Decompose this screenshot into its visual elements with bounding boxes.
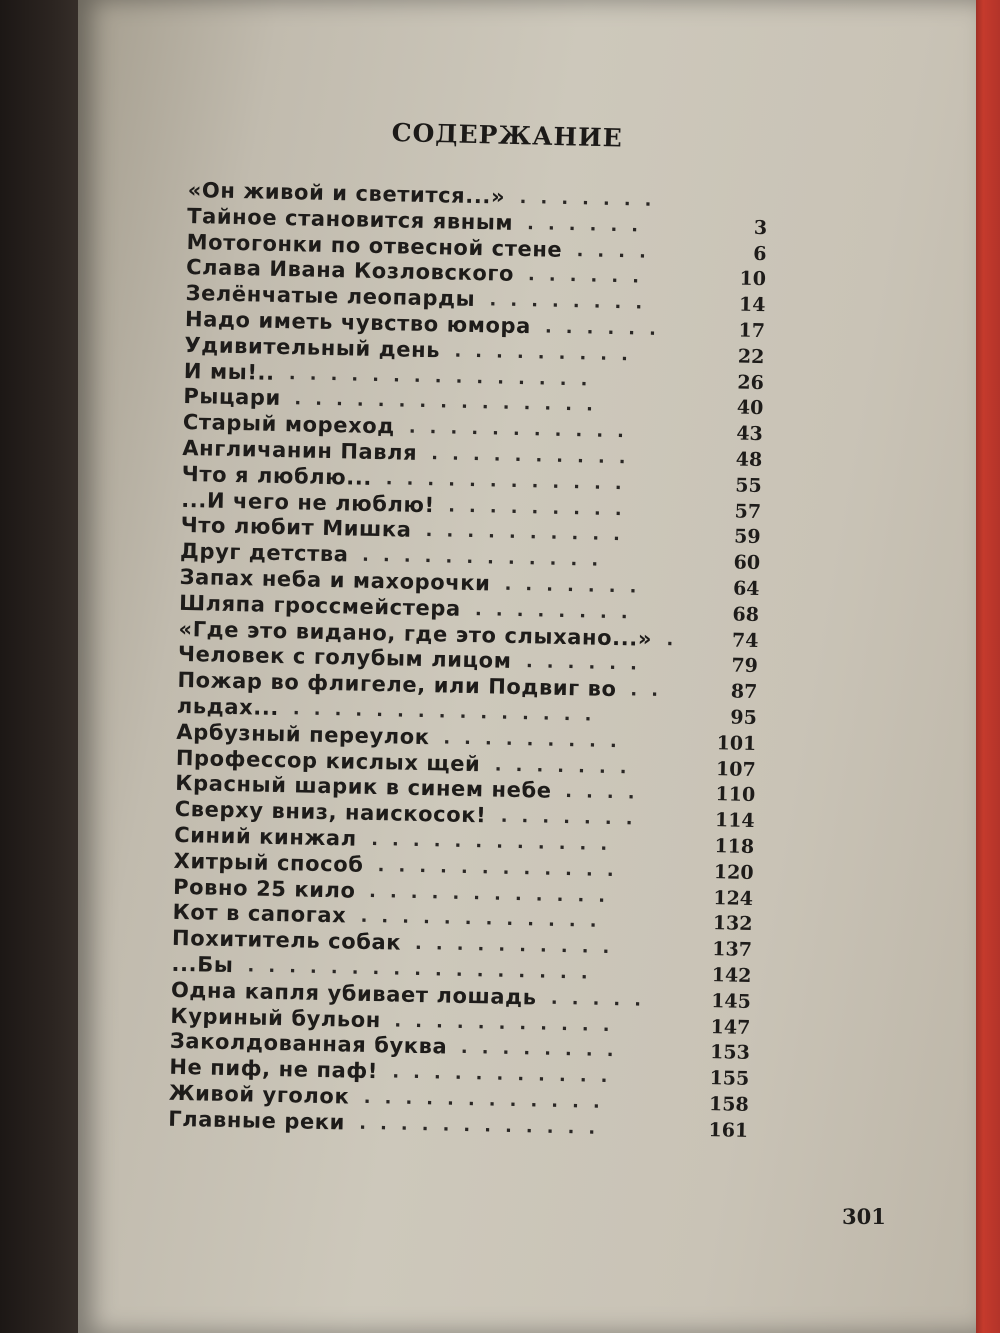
toc-entry-title: Живой уголок (168, 1080, 350, 1109)
dot-leader: ......... (447, 495, 636, 521)
toc-entry-title: Не пиф, не паф! (169, 1054, 379, 1084)
toc-entry-page: 64 (732, 577, 760, 601)
toc-entry-page: 3 (753, 216, 768, 239)
toc-entry-page: 95 (730, 706, 758, 729)
dot-leader: ........ (474, 598, 642, 624)
toc-entry-title: Мотогонки по отвесной стене (186, 229, 563, 262)
toc-entry-title: Ровно 25 кило (172, 874, 356, 903)
dot-leader: ............ (360, 906, 611, 933)
dot-leader: .......... (431, 443, 640, 469)
toc-entry-title: Удивительный день (184, 332, 441, 363)
dot-leader: ........ (460, 1037, 628, 1062)
toc-entry-page: 48 (735, 448, 763, 472)
toc-entry-title: Профессор кислых щей (175, 745, 481, 776)
toc-entry-page: 79 (731, 654, 759, 678)
toc-entry-title: Англичанин Павля (182, 435, 418, 465)
toc-entry-title: Синий кинжал (173, 822, 357, 851)
toc-entry-page: 114 (714, 809, 755, 833)
toc-entry-page: 59 (733, 525, 761, 549)
toc-entry-title: льдах... (176, 693, 280, 720)
toc-entry-title: «Он живой и светится...» (187, 178, 506, 209)
toc-entry-page: 101 (716, 731, 757, 755)
toc-entry-title: Арбузный переулок (176, 719, 430, 749)
dot-leader: ....... (519, 186, 666, 212)
dot-leader: ........... (392, 1061, 622, 1088)
toc-entry-title: ...И чего не люблю! (181, 487, 435, 517)
dot-leader: .......... (414, 933, 624, 959)
dot-leader: ............... (292, 698, 606, 726)
toc-entry-page: 22 (737, 345, 765, 368)
toc-entry-title: Зелёнчатые леопарды (185, 281, 476, 312)
dot-leader: ......... (443, 727, 632, 753)
dot-leader: ....... (500, 805, 647, 830)
toc-entry-page: 158 (708, 1093, 749, 1116)
toc-entry-title: Заколдованная буква (169, 1029, 448, 1059)
toc-entry-title: Хитрый способ (173, 848, 364, 877)
toc-entry-title: Что любит Мишка (180, 513, 412, 543)
toc-entry-title: Одна капля убивает лошадь (170, 977, 537, 1010)
toc-entry-page: 161 (708, 1118, 749, 1142)
toc-entry-title: Человек с голубым лицом (177, 642, 512, 674)
toc-entry-page: 142 (711, 964, 752, 987)
dot-leader: ............ (361, 544, 613, 572)
toc-entry-title: И мы!.. (183, 358, 275, 385)
dot-leader: ....... (494, 754, 641, 779)
toc-entry-page: 137 (712, 938, 753, 962)
dot-leader: ............ (363, 1086, 615, 1114)
toc-entry-title: Что я люблю... (181, 461, 373, 490)
toc-entry-page: 68 (732, 603, 760, 626)
dot-leader: .... (576, 239, 661, 263)
toc-entry-page: 60 (733, 551, 761, 575)
toc-entry-title: «Где это видано, где это слыхано...» (178, 616, 653, 651)
toc-entry-title: Старый мореход (182, 410, 396, 439)
dot-leader: ....... (504, 573, 651, 598)
toc-entry-page: 57 (734, 500, 762, 523)
toc-entry-title: Тайное становится явным (186, 203, 514, 235)
dot-leader: ............ (377, 854, 628, 882)
toc-entry-title: Надо иметь чувство юмора (184, 306, 532, 339)
toc-entry-page: 124 (713, 886, 754, 910)
dot-leader: ...... (525, 651, 652, 676)
dot-leader: ......... (454, 340, 643, 366)
toc-entry-page: 14 (738, 293, 766, 317)
dot-leader: ...... (544, 316, 671, 341)
dot-leader: .......... (425, 520, 635, 546)
toc-entry-page: 110 (715, 783, 756, 807)
dot-leader: ...... (526, 212, 653, 237)
dot-leader: ............... (288, 362, 602, 391)
toc-entry-title: Похититель собак (171, 925, 402, 955)
dot-leader: ........ (489, 289, 657, 315)
dot-leader: . (666, 628, 688, 651)
toc-entry-page (712, 189, 768, 190)
toc-entry-title: Сверху вниз, наискосок! (174, 796, 487, 828)
toc-entry-page: 132 (712, 912, 753, 936)
toc-entry-page: 55 (735, 474, 762, 497)
toc-entry-page: 17 (738, 319, 766, 343)
page-title: СОДЕРЖАНИЕ (391, 118, 624, 153)
dot-leader: .... (565, 781, 649, 805)
toc-entry-page: 118 (714, 835, 755, 858)
dot-leader: ...... (527, 264, 654, 289)
toc-entry-page: 43 (736, 422, 763, 446)
dot-leader: .. (630, 679, 673, 702)
toc-entry-title: Запах неба и махорочки (179, 564, 491, 596)
toc-entry-title: Куриный бульон (170, 1003, 382, 1032)
toc-entry-page: 155 (709, 1067, 750, 1091)
toc-entry-title: Слава Ивана Козловского (185, 255, 515, 287)
toc-entry-page: 74 (731, 629, 759, 652)
book-gutter (0, 0, 90, 1333)
toc-entry-page: 107 (715, 757, 756, 781)
dot-leader: ............ (368, 880, 620, 907)
dot-leader: ............ (385, 467, 636, 495)
toc-entry-title: Друг детства (179, 539, 349, 567)
dot-leader: ..... (550, 987, 656, 1011)
toc-entry-page: 147 (710, 1015, 751, 1039)
toc-entry-page: 145 (710, 989, 752, 1013)
toc-entry-page: 10 (739, 267, 767, 291)
toc-entry-page: 120 (713, 860, 754, 884)
dot-leader: ................. (247, 955, 602, 984)
page-number: 301 (842, 1204, 886, 1229)
dot-leader: ........... (408, 416, 639, 443)
toc-entry-title: Рыцари (183, 384, 282, 411)
toc-entry-page: 26 (737, 371, 765, 394)
dot-leader: ........... (394, 1010, 624, 1036)
toc-entry-page: 40 (736, 396, 764, 420)
toc-entry-page: 6 (753, 242, 767, 265)
toc-entry-title: Кот в сапогах (172, 900, 347, 928)
toc-entry-title: Шляпа гроссмейстера (178, 590, 462, 621)
dot-leader: ............... (294, 388, 608, 417)
table-of-contents (168, 178, 768, 1144)
book-cover-edge (972, 0, 1000, 1333)
toc-entry-title: Главные реки (168, 1106, 346, 1135)
toc-entry-title: ...Бы (171, 951, 234, 978)
toc-entry-title: Пожар во флигеле, или Подвиг во (177, 668, 617, 702)
dot-leader: ............ (359, 1112, 610, 1139)
dot-leader: ............ (370, 828, 622, 856)
toc-entry-page: 153 (709, 1041, 751, 1065)
toc-entry-title: Красный шарик в синем небе (175, 771, 552, 804)
toc-entry-page: 87 (730, 680, 758, 704)
